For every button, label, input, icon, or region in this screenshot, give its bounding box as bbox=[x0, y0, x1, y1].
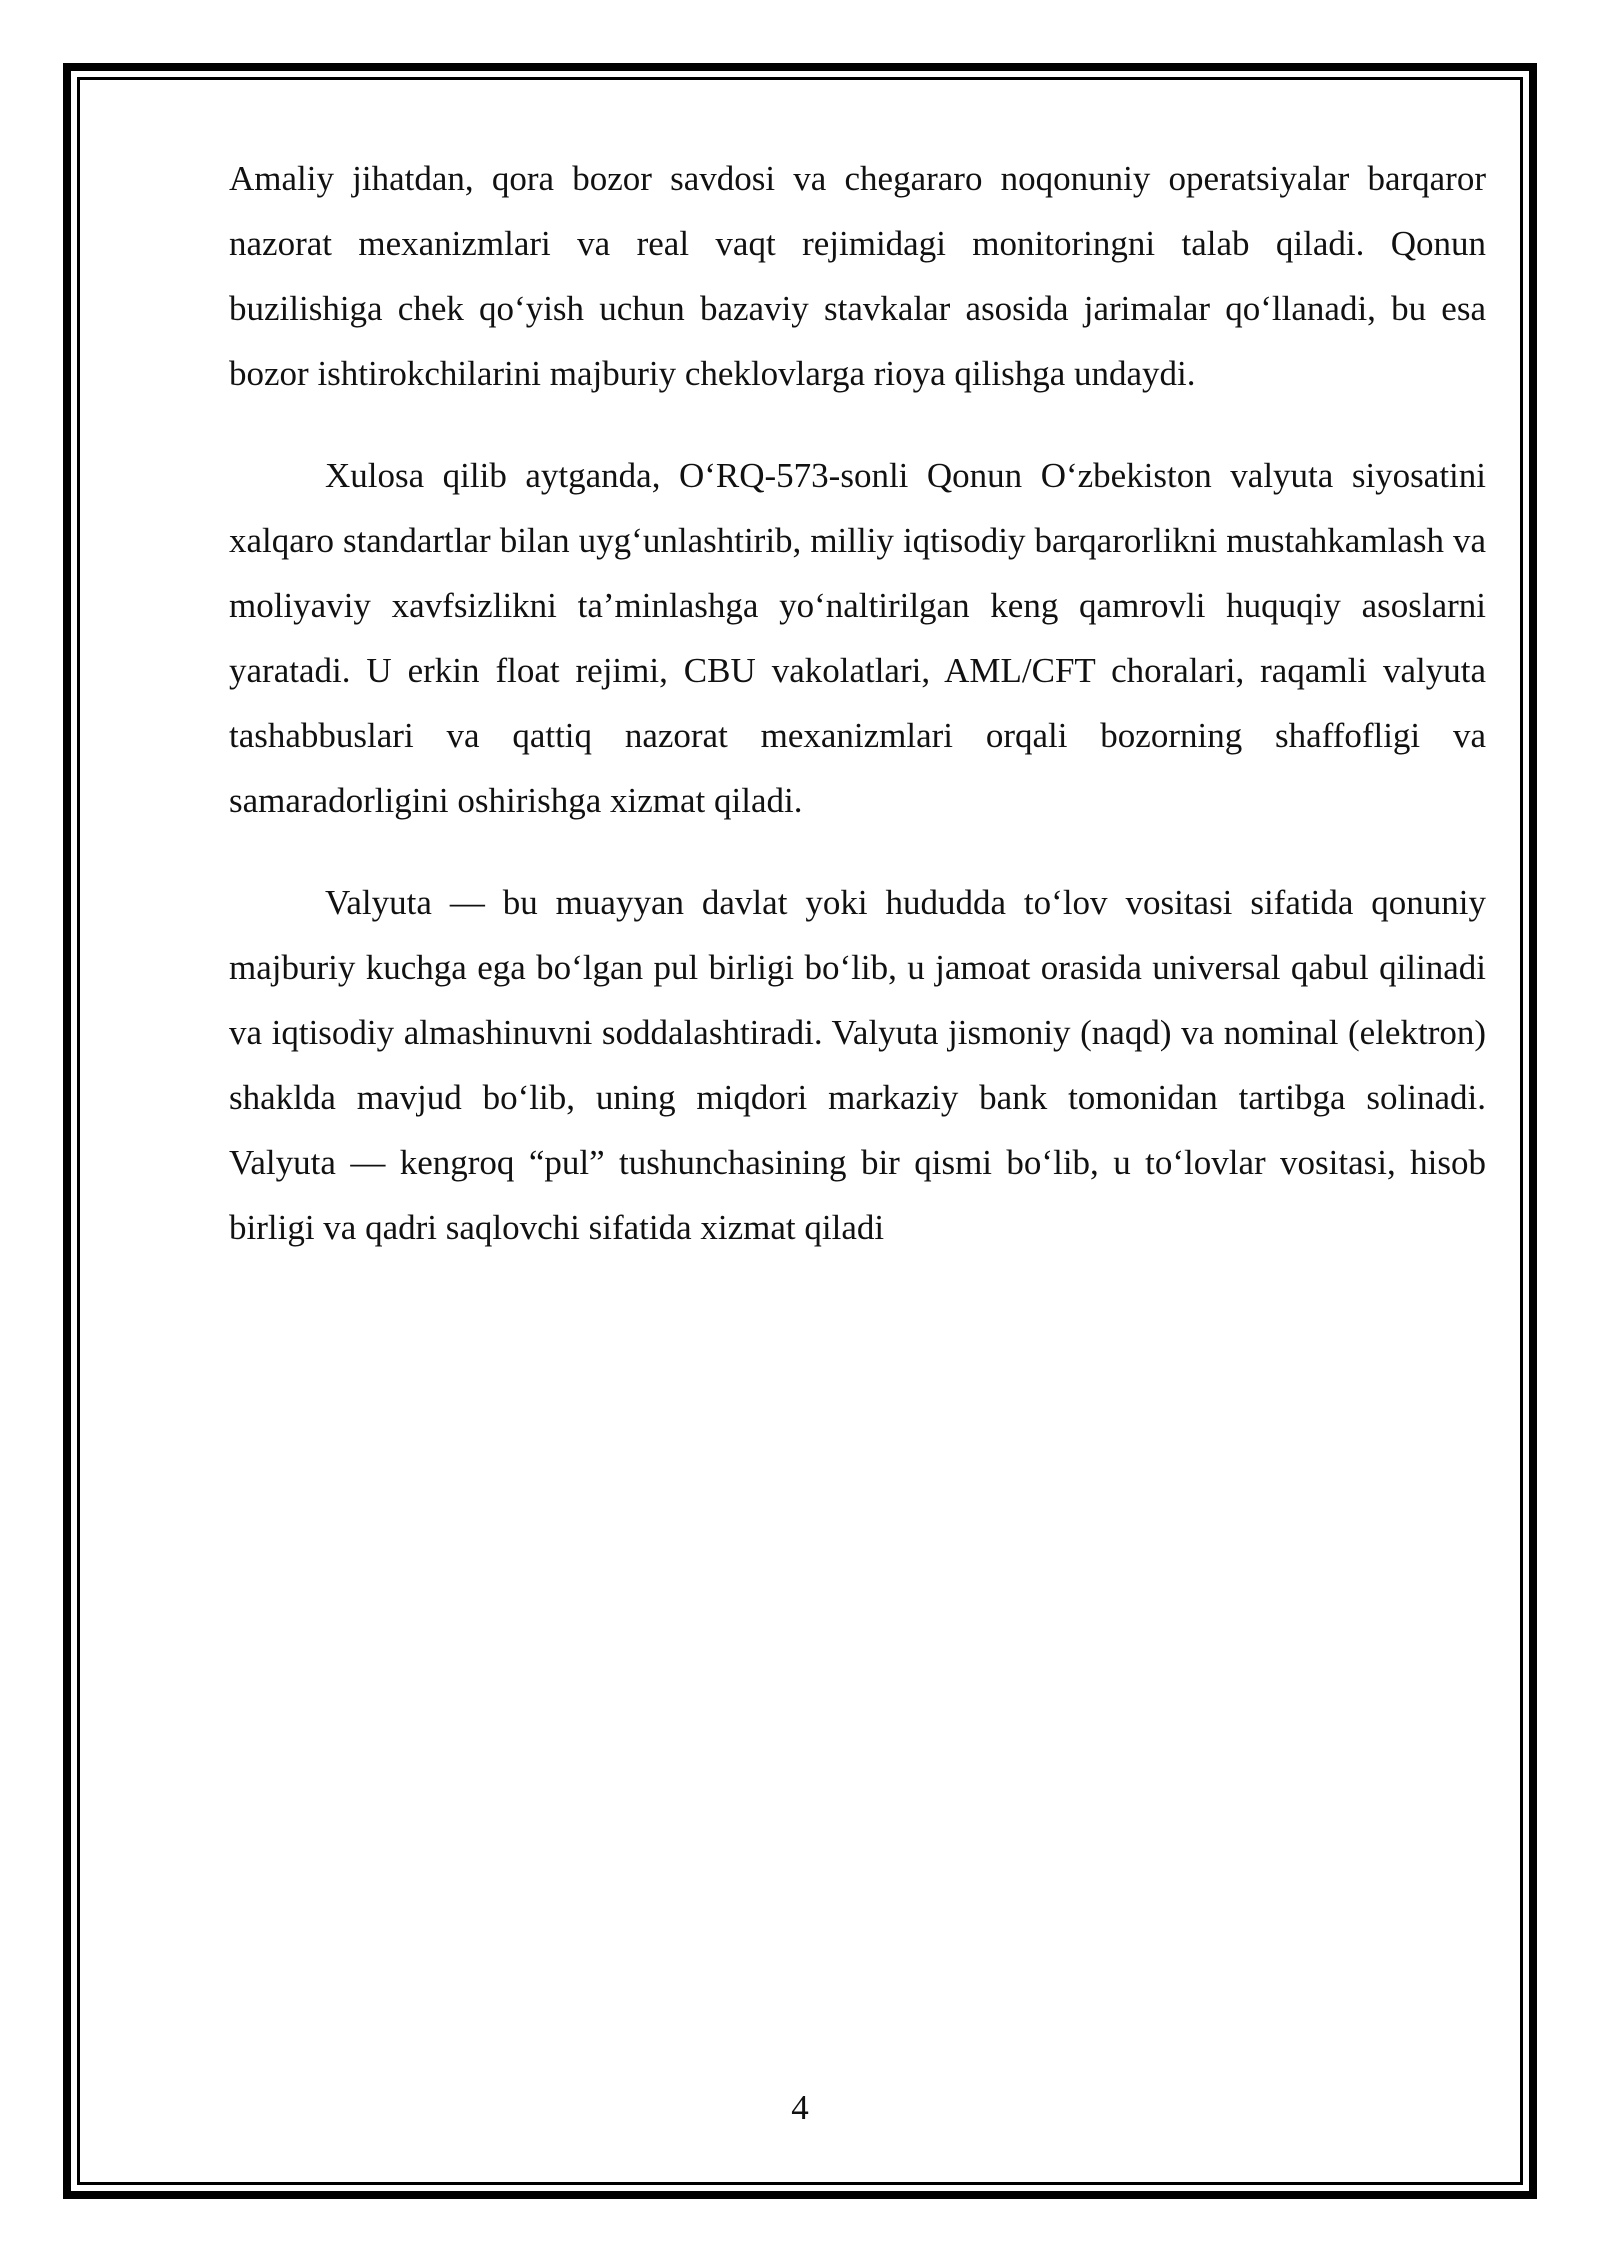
paragraph-black-market: Amaliy jihatdan, qora bozor savdosi va chegararo noqonuniy operatsiyalar barqaror nazorat mexanizmlari va real vaqt rejimidagi monitoringni talab qiladi. Qonun buzilishiga chek qo‘yish uchun bazaviy stavkalar asosida jarimalar qo‘llanadi, bu esa bozor ishtirokchilarini majburiy cheklovlarga rioya qilishga undaydi. bbox=[229, 159, 1486, 393]
paragraph-conclusion: Xulosa qilib aytganda, O‘RQ-573-sonli Qonun O‘zbekiston valyuta siyosatini xalqaro standartlar bilan uyg‘unlashtirib, milliy iqtisodiy barqarorlikni mustahkamlash va moliyaviy xavfsizlikni ta’minlashga yo‘naltirilgan keng qamrovli huquqiy asoslarni yaratadi. U erkin float rejimi, CBU vakolatlari, AML/CFT choralari, raqamli valyuta tashabbuslari va qattiq nazorat mexanizmlari orqali bozorning shaffofligi va samaradorligini oshirishga xizmat qiladi. bbox=[229, 456, 1486, 820]
page-number: 4 bbox=[791, 2088, 809, 2127]
paragraph-currency-definition: Valyuta — bu muayyan davlat yoki hududda to‘lov vositasi sifatida qonuniy majburiy kuchga ega bo‘lgan pul birligi bo‘lib, u jamoat orasida universal qabul qilinadi va iqtisodiy almashinuvni soddalashtiradi. Valyuta jismoniy (naqd) va nominal (elektron) shaklda mavjud bo‘lib, uning miqdori markaziy bank tomonidan tartibga solinadi. Valyuta — kengroq “pul” tushunchasining bir qismi bo‘lib, u to‘lovlar vositasi, hisob birligi va qadri saqlovchi sifatida xizmat qiladi bbox=[229, 883, 1486, 1247]
document-body bbox=[229, 146, 1486, 1297]
